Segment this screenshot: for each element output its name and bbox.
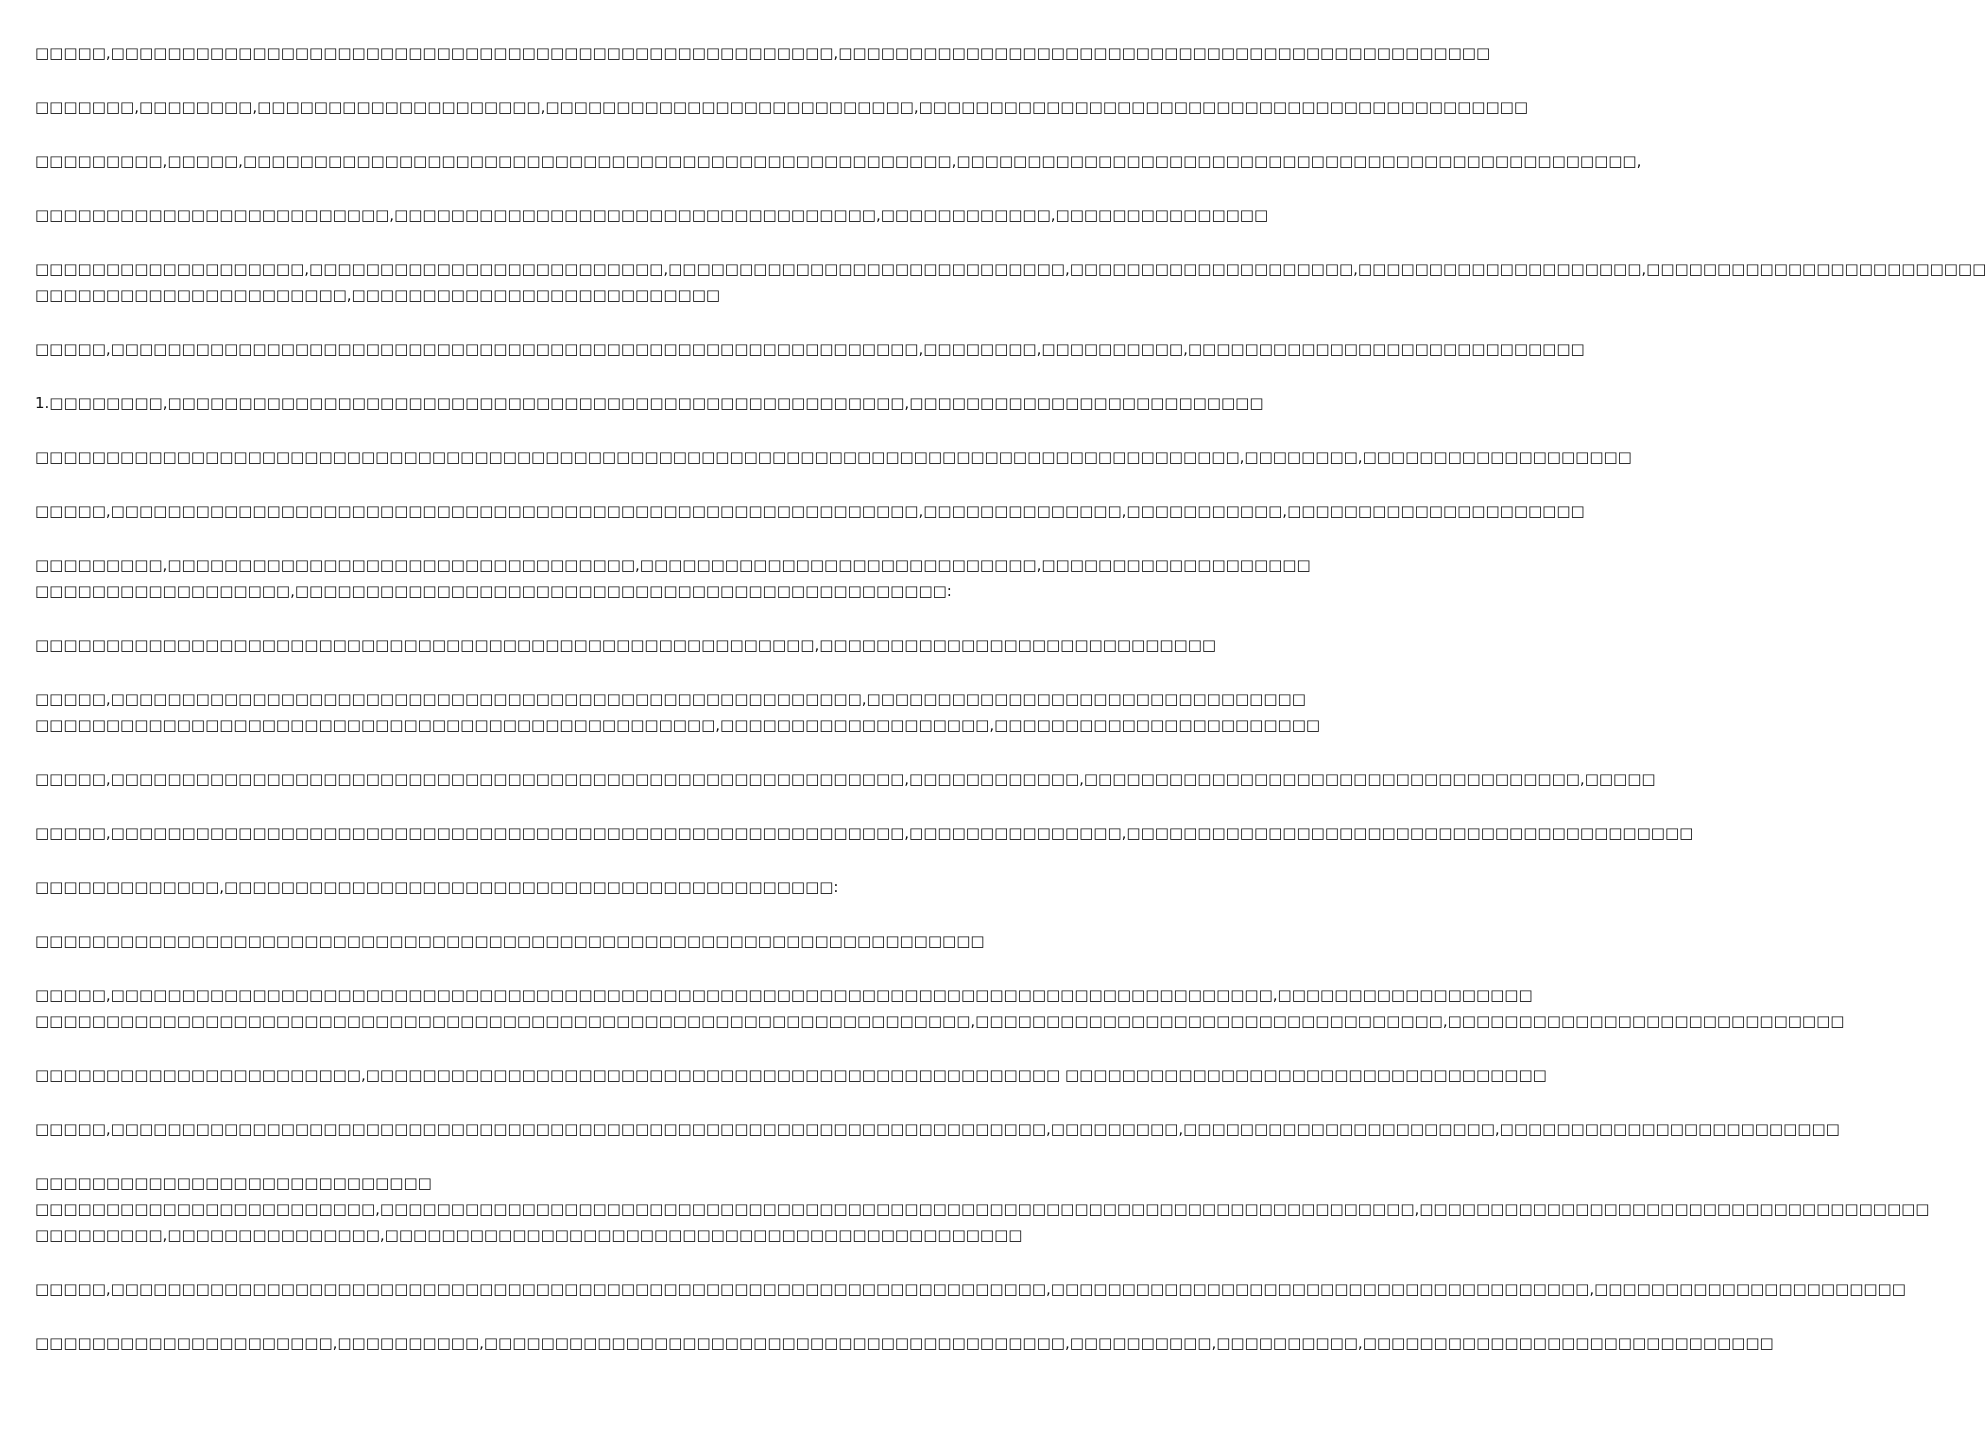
text-line: □□□□□□□□□□□□□□□□□□□□□□□□□□□□□□□□□□□□□□□□□□□□□□□□□□□□□□□□□□□□□□□□□□,□□□□□□□□□□□□□□□□□□□□□□□□□□□□□□□□□,□□□□□□□□□□□□□□□□□□□□□□□□□□□□ (35, 1012, 1845, 1030)
paragraph (35, 1330, 1774, 1356)
paragraph (35, 1116, 1840, 1142)
text-line: □□□□□□□□□□□□□□□□□□□□□□□□□□□□ (35, 1174, 432, 1192)
text-line: □□□□□,□□□□□□□□□□□□□□□□□□□□□□□□□□□□□□□□□□□□□□□□□□□□□□□□□□□□□□□□□□□□□□□□□□,□□□□□□□□□,□□□□□□□□□□□□□□□□□□□□□□,□□□□□□□□□□□□□□□□□□□□□□□□ (35, 1120, 1840, 1138)
paragraph (35, 1276, 1906, 1302)
text-line: □□□□□,□□□□□□□□□□□□□□□□□□□□□□□□□□□□□□□□□□□□□□□□□□□□□□□□□□□□□□□□□□□□□□□□□□□□□□□□□□□□□□□□□□,□□□□□□□□□□□□□□□□□□ (35, 986, 1533, 1004)
text-line: □□□□□□□□□□□□□□□□□□□□□□□□□,□□□□□□□□□□□□□□□□□□□□□□□□□□□□□□□□□□,□□□□□□□□□□□□,□□□□□□□□□□□□□□□ (35, 206, 1269, 224)
paragraph (35, 1170, 1930, 1248)
text-line: □□□□□□□□□□□□□□□□□□□□□□□□,□□□□□□□□□□□□□□□□□□□□□□□□□□□□□□□□□□□□□□□□□□□□□□□□□□□□□□□□□□□□□□□□□□□□□□□□□,□□□□□□□□□□□□□□□□□□□□□□□□□□□□□□□□□□□□ (35, 1200, 1930, 1218)
text-line: □□□□□□□□□□□□□□□□□□□□□□□□□□□□□□□□□□□□□□□□□□□□□□□□,□□□□□□□□□□□□□□□□□□□,□□□□□□□□□□□□□□□□□□□□□□□ (35, 716, 1321, 734)
paragraph (35, 686, 1321, 738)
text-line: □□□□□,□□□□□□□□□□□□□□□□□□□□□□□□□□□□□□□□□□□□□□□□□□□□□□□□□□□□□□□□□,□□□□□□□□,□□□□□□□□□□,□□□□□□□□□□□□□□□□□□□□□□□□□□□□ (35, 340, 1585, 358)
paragraph (35, 202, 1269, 228)
text-line: □□□□□□□□□□□□□□□□□□□□□□□□□□□□□□□□□□□□□□□□□□□□□□□□□□□□□□□□□□□□□□□□□□□ (35, 932, 985, 950)
text-line: □□□□□,□□□□□□□□□□□□□□□□□□□□□□□□□□□□□□□□□□□□□□□□□□□□□□□□□□□□□□□□□□□□□□□□□□,□□□□□□□□□□□□□□□□□□□□□□□□□□□□□□□□□□□□□□,□□□□□□□□□□□□□□□□□□□□□□ (35, 1280, 1906, 1298)
paragraph (35, 390, 1264, 416)
text-line: □□□□□,□□□□□□□□□□□□□□□□□□□□□□□□□□□□□□□□□□□□□□□□□□□□□□□□□□□□□□□□□,□□□□□□□□□□□□□□,□□□□□□□□□□□,□□□□□□□□□□□□□□□□□□□□□ (35, 502, 1585, 520)
text-line: □□□□□□□□□□□□□□□□□□□□□,□□□□□□□□□□,□□□□□□□□□□□□□□□□□□□□□□□□□□□□□□□□□□□□□□□□□,□□□□□□□□□□,□□□□□□□□□□,□□□□□□□□□□□□□□□□□□□□□□□□□□□□□ (35, 1334, 1774, 1352)
document-body (35, 40, 1986, 1384)
text-line: □□□□□,□□□□□□□□□□□□□□□□□□□□□□□□□□□□□□□□□□□□□□□□□□□□□□□□□□□□□□□□,□□□□□□□□□□□□□□□,□□□□□□□□□□□□□□□□□□□□□□□□□□□□□□□□□□□□□□□□ (35, 824, 1694, 842)
text-line: □□□□□□□□□□□□□□□□□□□□□□,□□□□□□□□□□□□□□□□□□□□□□□□□□ (35, 286, 721, 304)
text-line: □□□□□□□□□,□□□□□□□□□□□□□□□,□□□□□□□□□□□□□□□□□□□□□□□□□□□□□□□□□□□□□□□□□□□□□ (35, 1226, 1023, 1244)
text-line: □□□□□,□□□□□□□□□□□□□□□□□□□□□□□□□□□□□□□□□□□□□□□□□□□□□□□□□□□□□,□□□□□□□□□□□□□□□□□□□□□□□□□□□□□□□ (35, 690, 1306, 708)
text-line: □□□□□□□□□□□□□□□□□□□□□□□□□□□□□□□□□□□□□□□□□□□□□□□□□□□□□□□,□□□□□□□□□□□□□□□□□□□□□□□□□□□□ (35, 636, 1217, 654)
paragraph (35, 820, 1694, 846)
text-line: □□□□□□□□□□□□□,□□□□□□□□□□□□□□□□□□□□□□□□□□□□□□□□□□□□□□□□□□□: (35, 878, 839, 896)
text-line: □□□□□□□□□,□□□□□□□□□□□□□□□□□□□□□□□□□□□□□□□□□,□□□□□□□□□□□□□□□□□□□□□□□□□□□□,□□□□□□□□□□□□□□□□□□□ (35, 556, 1311, 574)
paragraph (35, 874, 990, 900)
paragraph (35, 632, 1217, 658)
paragraph (35, 148, 1642, 174)
paragraph (35, 552, 1311, 604)
text-line: □□□□□,□□□□□□□□□□□□□□□□□□□□□□□□□□□□□□□□□□□□□□□□□□□□□□□□□□□□□□□□,□□□□□□□□□□□□,□□□□□□□□□□□□□□□□□□□□□□□□□□□□□□□□□□□,□□□□□ (35, 770, 1656, 788)
paragraph (35, 94, 1528, 120)
text-line: □□□□□□□,□□□□□□□□,□□□□□□□□□□□□□□□□□□□□,□□□□□□□□□□□□□□□□□□□□□□□□□□,□□□□□□□□□□□□□□□□□□□□□□□□□□□□□□□□□□□□□□□□□□□ (35, 98, 1528, 116)
paragraph (35, 928, 990, 954)
paragraph (35, 498, 1585, 524)
paragraph (35, 256, 1986, 308)
text-line: □□□□□□□□□□□□□□□□□□□□□□□□□□□□□□□□□□□□□□□□□□□□□□□□□□□□□□□□□□□□□□□□□□□□□□□□□□□□□□□□□□□□□,□□□□□□□□,□□□□□□□□□□□□□□□□□□□ (35, 448, 1632, 466)
text-line: □□□□□□□□□□□□□□□□□□□,□□□□□□□□□□□□□□□□□□□□□□□□□,□□□□□□□□□□□□□□□□□□□□□□□□□□□□,□□□□□□□□□□□□□□□□□□□□,□□□□□□□□□□□□□□□□□□□□,□□□□□□□□□□□□□□□□□□□□□□□□ (35, 260, 1986, 278)
paragraph (35, 40, 1491, 66)
paragraph (35, 336, 1585, 362)
paragraph (35, 766, 1656, 792)
text-line: □□□□□□□□□,□□□□□,□□□□□□□□□□□□□□□□□□□□□□□□□□□□□□□□□□□□□□□□□□□□□□□□□□,□□□□□□□□□□□□□□□□□□□□□□□□□□□□□□□□□□□□□□□□□□□□□□□□, (35, 152, 1642, 170)
text-line: □□□□□□□□□□□□□□□□□□□□□□□,□□□□□□□□□□□□□□□□□□□□□□□□□□□□□□□□□□□□□□□□□□□□□□□□□ □□□□□□□□□□□□□□□□□□□□□□□□□□□□□□□□□□ (35, 1066, 1547, 1084)
paragraph (35, 982, 1845, 1034)
text-line: □□□□□,□□□□□□□□□□□□□□□□□□□□□□□□□□□□□□□□□□□□□□□□□□□□□□□□□□□,□□□□□□□□□□□□□□□□□□□□□□□□□□□□□□□□□□□□□□□□□□□□□□ (35, 44, 1491, 62)
text-line: 1.□□□□□□□□,□□□□□□□□□□□□□□□□□□□□□□□□□□□□□□□□□□□□□□□□□□□□□□□□□□□□,□□□□□□□□□□□□□□□□□□□□□□□□□ (35, 394, 1264, 412)
paragraph (35, 444, 1632, 470)
text-line: □□□□□□□□□□□□□□□□□□,□□□□□□□□□□□□□□□□□□□□□□□□□□□□□□□□□□□□□□□□□□□□□□: (35, 582, 952, 600)
paragraph (35, 1062, 1547, 1088)
